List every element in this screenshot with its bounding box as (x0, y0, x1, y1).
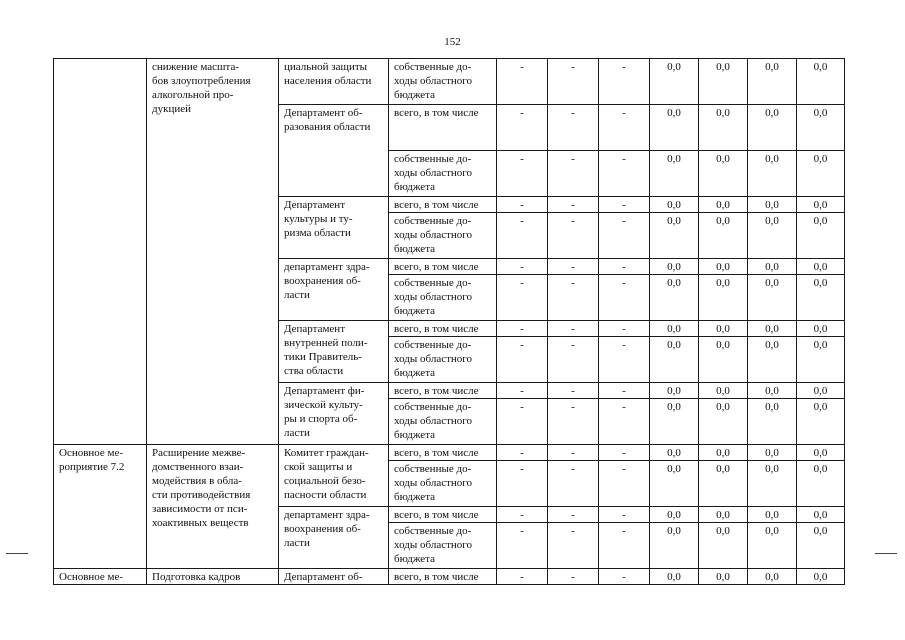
value-cell: 0,0 (699, 399, 748, 445)
dash-cell: - (599, 105, 650, 151)
dash-cell: - (497, 507, 548, 523)
value-cell: 0,0 (650, 105, 699, 151)
dash-cell: - (599, 321, 650, 337)
dash-cell: - (599, 507, 650, 523)
funding-source-cell: всего, в том числе (389, 383, 497, 399)
value-cell: 0,0 (748, 321, 797, 337)
executor-cell: Департамент внутренней поли- тики Правитель- ства области (279, 321, 389, 383)
dash-cell: - (548, 399, 599, 445)
event-name-cell: Расширение межве- домственного взаи- модействия в обла- сти противодействия зависимости от пси- хоактивных веществ (147, 445, 279, 569)
dash-cell: - (497, 275, 548, 321)
table-row (54, 445, 845, 461)
funding-source-cell: собственные до- ходы областного бюджета (389, 523, 497, 569)
dash-cell: - (497, 105, 548, 151)
value-cell: 0,0 (797, 59, 845, 105)
funding-source-cell: всего, в том числе (389, 569, 497, 585)
value-cell: 0,0 (748, 383, 797, 399)
value-cell: 0,0 (650, 59, 699, 105)
right-margin-mark (875, 553, 897, 554)
dash-cell: - (497, 197, 548, 213)
dash-cell: - (548, 213, 599, 259)
dash-cell: - (599, 197, 650, 213)
dash-cell: - (548, 569, 599, 585)
executor-cell: департамент здра- воохранения об- ласти (279, 507, 389, 569)
value-cell: 0,0 (699, 275, 748, 321)
dash-cell: - (497, 383, 548, 399)
funding-source-cell: собственные до- ходы областного бюджета (389, 275, 497, 321)
value-cell: 0,0 (797, 507, 845, 523)
executor-cell: департамент здра- воохранения об- ласти (279, 259, 389, 321)
funding-source-cell: собственные до- ходы областного бюджета (389, 399, 497, 445)
value-cell: 0,0 (748, 461, 797, 507)
dash-cell: - (599, 275, 650, 321)
value-cell: 0,0 (699, 197, 748, 213)
dash-cell: - (599, 569, 650, 585)
dash-cell: - (599, 259, 650, 275)
funding-source-cell: всего, в том числе (389, 197, 497, 213)
value-cell: 0,0 (650, 507, 699, 523)
value-cell: 0,0 (650, 275, 699, 321)
executor-cell: Департамент об- разования области (279, 105, 389, 197)
dash-cell: - (548, 105, 599, 151)
value-cell: 0,0 (797, 151, 845, 197)
funding-source-cell: собственные до- ходы областного бюджета (389, 337, 497, 383)
value-cell: 0,0 (797, 399, 845, 445)
dash-cell: - (599, 523, 650, 569)
left-margin-mark (6, 553, 28, 554)
dash-cell: - (497, 523, 548, 569)
value-cell: 0,0 (699, 213, 748, 259)
value-cell: 0,0 (797, 569, 845, 585)
dash-cell: - (548, 197, 599, 213)
dash-cell: - (548, 461, 599, 507)
dash-cell: - (599, 337, 650, 383)
dash-cell: - (497, 337, 548, 383)
value-cell: 0,0 (748, 337, 797, 383)
dash-cell: - (548, 59, 599, 105)
value-cell: 0,0 (748, 523, 797, 569)
table-row (54, 59, 845, 105)
value-cell: 0,0 (650, 321, 699, 337)
funding-source-cell: всего, в том числе (389, 445, 497, 461)
dash-cell: - (599, 59, 650, 105)
value-cell: 0,0 (650, 461, 699, 507)
dash-cell: - (599, 445, 650, 461)
funding-source-cell: собственные до- ходы областного бюджета (389, 151, 497, 197)
funding-source-cell: всего, в том числе (389, 507, 497, 523)
value-cell: 0,0 (650, 569, 699, 585)
executor-cell: Комитет граждан- ской защиты и социальной безо- пасности области (279, 445, 389, 507)
value-cell: 0,0 (797, 337, 845, 383)
funding-source-cell: собственные до- ходы областного бюджета (389, 461, 497, 507)
value-cell: 0,0 (650, 213, 699, 259)
value-cell: 0,0 (699, 523, 748, 569)
value-cell: 0,0 (699, 445, 748, 461)
value-cell: 0,0 (650, 337, 699, 383)
value-cell: 0,0 (797, 321, 845, 337)
value-cell: 0,0 (797, 259, 845, 275)
value-cell: 0,0 (748, 569, 797, 585)
value-cell: 0,0 (748, 151, 797, 197)
value-cell: 0,0 (699, 259, 748, 275)
value-cell: 0,0 (797, 523, 845, 569)
dash-cell: - (599, 151, 650, 197)
value-cell: 0,0 (748, 445, 797, 461)
value-cell: 0,0 (650, 197, 699, 213)
value-cell: 0,0 (650, 259, 699, 275)
dash-cell: - (497, 569, 548, 585)
value-cell: 0,0 (699, 569, 748, 585)
dash-cell: - (599, 399, 650, 445)
dash-cell: - (497, 213, 548, 259)
dash-cell: - (497, 321, 548, 337)
funding-source-cell: собственные до- ходы областного бюджета (389, 59, 497, 105)
executor-cell: циальной защиты населения области (279, 59, 389, 105)
funding-source-cell: всего, в том числе (389, 321, 497, 337)
event-number-cell (54, 59, 147, 445)
value-cell: 0,0 (797, 461, 845, 507)
value-cell: 0,0 (748, 507, 797, 523)
dash-cell: - (497, 445, 548, 461)
executor-cell: Департамент культуры и ту- ризма области (279, 197, 389, 259)
value-cell: 0,0 (797, 383, 845, 399)
value-cell: 0,0 (699, 507, 748, 523)
value-cell: 0,0 (699, 105, 748, 151)
value-cell: 0,0 (797, 445, 845, 461)
page-number: 152 (444, 36, 461, 48)
value-cell: 0,0 (797, 213, 845, 259)
budget-table (53, 58, 845, 585)
dash-cell: - (599, 383, 650, 399)
table-row (54, 569, 845, 585)
dash-cell: - (548, 337, 599, 383)
dash-cell: - (548, 321, 599, 337)
value-cell: 0,0 (650, 445, 699, 461)
event-number-cell: Основное ме- (54, 569, 147, 585)
dash-cell: - (548, 523, 599, 569)
dash-cell: - (548, 383, 599, 399)
value-cell: 0,0 (797, 197, 845, 213)
dash-cell: - (548, 275, 599, 321)
value-cell: 0,0 (748, 259, 797, 275)
value-cell: 0,0 (650, 151, 699, 197)
dash-cell: - (599, 461, 650, 507)
value-cell: 0,0 (699, 337, 748, 383)
dash-cell: - (497, 59, 548, 105)
executor-cell: Департамент фи- зической культу- ры и спорта об- ласти (279, 383, 389, 445)
event-name-cell: снижение масшта- бов злоупотребления алкогольной про- дукцией (147, 59, 279, 445)
value-cell: 0,0 (650, 523, 699, 569)
funding-source-cell: всего, в том числе (389, 259, 497, 275)
value-cell: 0,0 (797, 105, 845, 151)
value-cell: 0,0 (699, 383, 748, 399)
dash-cell: - (497, 399, 548, 445)
dash-cell: - (497, 151, 548, 197)
funding-source-cell: собственные до- ходы областного бюджета (389, 213, 497, 259)
value-cell: 0,0 (748, 105, 797, 151)
value-cell: 0,0 (748, 59, 797, 105)
value-cell: 0,0 (748, 197, 797, 213)
value-cell: 0,0 (699, 461, 748, 507)
dash-cell: - (497, 259, 548, 275)
value-cell: 0,0 (748, 399, 797, 445)
executor-cell: Департамент об- (279, 569, 389, 585)
value-cell: 0,0 (797, 275, 845, 321)
dash-cell: - (548, 151, 599, 197)
value-cell: 0,0 (748, 275, 797, 321)
dash-cell: - (599, 213, 650, 259)
dash-cell: - (497, 461, 548, 507)
value-cell: 0,0 (748, 213, 797, 259)
value-cell: 0,0 (650, 399, 699, 445)
value-cell: 0,0 (699, 59, 748, 105)
dash-cell: - (548, 259, 599, 275)
dash-cell: - (548, 445, 599, 461)
value-cell: 0,0 (699, 321, 748, 337)
dash-cell: - (548, 507, 599, 523)
event-name-cell: Подготовка кадров (147, 569, 279, 585)
funding-source-cell: всего, в том числе (389, 105, 497, 151)
event-number-cell: Основное ме- роприятие 7.2 (54, 445, 147, 569)
value-cell: 0,0 (650, 383, 699, 399)
value-cell: 0,0 (699, 151, 748, 197)
